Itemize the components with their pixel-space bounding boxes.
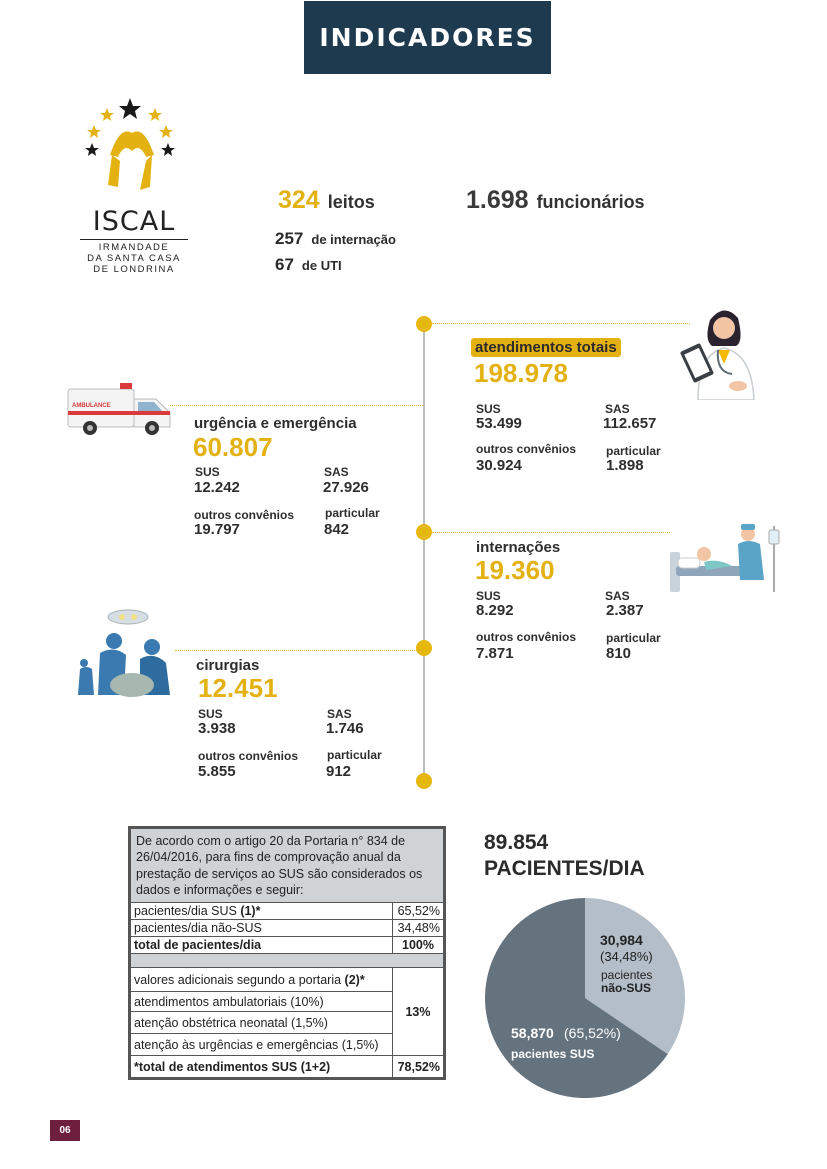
timeline-dot bbox=[416, 773, 432, 789]
table-row bbox=[131, 937, 444, 954]
atendimentos-sus-value: 53.499 bbox=[476, 415, 522, 432]
table-cell: (2)* bbox=[344, 972, 365, 987]
uti-beds-value: 67 bbox=[275, 255, 294, 274]
urgencia-sas-value: 27.926 bbox=[323, 479, 369, 496]
connector-line bbox=[170, 405, 423, 406]
cirurgias-particular-label: particular bbox=[327, 748, 382, 762]
urgencia-sas-label: SAS bbox=[324, 465, 349, 479]
table-cell: valores adicionais segundo a portaria bbox=[134, 972, 345, 987]
table-cell: pacientes/dia SUS bbox=[134, 904, 241, 918]
cirurgias-sas-value: 1.746 bbox=[326, 720, 364, 737]
urgencia-outros-value: 19.797 bbox=[194, 521, 240, 538]
table-cell: pacientes/dia não-SUS bbox=[131, 920, 393, 937]
atendimentos-outros-label: outros convênios bbox=[476, 442, 577, 456]
page-number: 06 bbox=[50, 1120, 80, 1141]
doctor-icon bbox=[680, 302, 776, 400]
internacoes-sus-label: SUS bbox=[476, 589, 501, 603]
table-cell: 34,48% bbox=[393, 920, 444, 937]
atendimentos-outros-value: 30.924 bbox=[476, 457, 522, 474]
cirurgias-outros-label: outros convênios bbox=[198, 749, 299, 763]
atendimentos-particular-label: particular bbox=[606, 444, 661, 458]
staff-summary bbox=[466, 186, 645, 215]
table-cell: *total de atendimentos SUS (1+2) bbox=[131, 1056, 393, 1078]
page-header: INDICADORES bbox=[304, 1, 551, 74]
urgencia-particular-label: particular bbox=[325, 506, 380, 520]
cirurgias-total: 12.451 bbox=[198, 673, 278, 703]
pie-label-sus-pct: (65,52%) bbox=[564, 1025, 621, 1041]
internacoes-outros-value: 7.871 bbox=[476, 645, 514, 662]
atendimentos-particular-value: 1.898 bbox=[606, 457, 644, 474]
urgencia-outros-label: outros convênios bbox=[194, 508, 295, 522]
internacoes-particular-value: 810 bbox=[606, 645, 632, 662]
logo-name: ISCAL bbox=[80, 206, 188, 240]
internacoes-sas-value: 2.387 bbox=[606, 602, 644, 619]
urgencia-title: urgência e emergência bbox=[194, 415, 357, 432]
internacao-beds bbox=[275, 229, 396, 249]
table-intro: De acordo com o artigo 20 da Portaria n° 834 de 26/04/2016, para fins de comprovação anual da prestação de serviços ao SUS são considerados os dados e informações e seguir: bbox=[131, 829, 444, 903]
table-row bbox=[131, 954, 444, 968]
table-row bbox=[131, 968, 444, 992]
table-row bbox=[131, 829, 444, 903]
uti-beds bbox=[275, 255, 342, 275]
table-spacer bbox=[131, 954, 444, 968]
timeline-line bbox=[423, 323, 425, 783]
pie-label-nonsus-text2: não-SUS bbox=[601, 981, 652, 995]
internacoes-total: 19.360 bbox=[475, 555, 555, 585]
internacao-beds-label: de internação bbox=[311, 232, 396, 247]
table-cell: 65,52% bbox=[393, 903, 444, 920]
table-cell: 100% bbox=[393, 937, 444, 954]
pie-label-sus-text: pacientes SUS bbox=[511, 1047, 595, 1061]
logo-line3: DE LONDRINA bbox=[93, 264, 175, 275]
ambulance-icon bbox=[66, 383, 174, 437]
logo-emblem-icon bbox=[80, 95, 188, 215]
atendimentos-sas-value: 112.657 bbox=[603, 415, 657, 432]
timeline-dot bbox=[416, 640, 432, 656]
pie-total: 89.854 bbox=[484, 831, 549, 854]
table-row bbox=[131, 903, 444, 920]
surgery-team-icon bbox=[78, 603, 180, 697]
urgencia-total: 60.807 bbox=[193, 432, 273, 462]
internacoes-sas-label: SAS bbox=[605, 589, 630, 603]
pie-chart bbox=[480, 893, 690, 1103]
cirurgias-outros-value: 5.855 bbox=[198, 763, 236, 780]
table-row bbox=[131, 1056, 444, 1078]
urgencia-sus-label: SUS bbox=[195, 465, 220, 479]
table-cell: atendimentos ambulatoriais (10%) bbox=[131, 992, 393, 1012]
hospital-bed-icon bbox=[668, 522, 786, 594]
internacoes-particular-label: particular bbox=[606, 631, 661, 645]
pie-label-sus-value: 58,870 bbox=[511, 1025, 554, 1041]
table-row bbox=[131, 920, 444, 937]
beds-label: leitos bbox=[327, 192, 375, 212]
atendimentos-sus-label: SUS bbox=[476, 402, 501, 416]
beds-value: 324 bbox=[278, 186, 320, 214]
pie-label-nonsus-text1: pacientes bbox=[601, 968, 653, 982]
beds-summary bbox=[278, 186, 375, 215]
staff-label: funcionários bbox=[536, 192, 645, 212]
logo-line2: DA SANTA CASA bbox=[87, 253, 181, 264]
urgencia-particular-value: 842 bbox=[324, 521, 350, 538]
cirurgias-title: cirurgias bbox=[196, 657, 260, 674]
pie-title: PACIENTES/DIA bbox=[484, 857, 645, 880]
internacao-beds-value: 257 bbox=[275, 229, 304, 248]
table-cell: atenção obstétrica neonatal (1,5%) bbox=[131, 1012, 393, 1034]
iscal-logo bbox=[80, 95, 188, 275]
staff-value: 1.698 bbox=[466, 186, 529, 214]
pie-label-nonsus-pct: (34,48%) bbox=[600, 949, 653, 964]
sus-info-table bbox=[128, 826, 446, 1080]
atendimentos-sas-label: SAS bbox=[605, 402, 630, 416]
cirurgias-sas-label: SAS bbox=[327, 707, 352, 721]
table-cell: total de pacientes/dia bbox=[131, 937, 393, 954]
connector-line bbox=[175, 650, 423, 651]
atendimentos-title: atendimentos totais bbox=[471, 338, 621, 357]
table-cell: 78,52% bbox=[393, 1056, 444, 1078]
connector-line bbox=[432, 532, 670, 533]
logo-line1: IRMANDADE bbox=[98, 242, 170, 253]
internacoes-sus-value: 8.292 bbox=[476, 602, 514, 619]
cirurgias-particular-value: 912 bbox=[326, 763, 352, 780]
uti-beds-label: de UTI bbox=[301, 258, 342, 273]
timeline-dot bbox=[416, 316, 432, 332]
cirurgias-sus-label: SUS bbox=[198, 707, 223, 721]
table-cell: (1)* bbox=[240, 904, 261, 918]
pie-label-nonsus-value: 30,984 bbox=[600, 932, 643, 948]
urgencia-sus-value: 12.242 bbox=[194, 479, 240, 496]
ambulance-text: AMBULANCE bbox=[72, 403, 111, 409]
internacoes-outros-label: outros convênios bbox=[476, 630, 577, 644]
timeline-dot bbox=[416, 524, 432, 540]
cirurgias-sus-value: 3.938 bbox=[198, 720, 236, 737]
table-cell: 13% bbox=[393, 968, 444, 1056]
atendimentos-total: 198.978 bbox=[474, 358, 568, 388]
table-cell: atenção às urgências e emergências (1,5%) bbox=[131, 1034, 393, 1056]
internacoes-title: internações bbox=[476, 539, 561, 556]
connector-line bbox=[432, 323, 690, 324]
